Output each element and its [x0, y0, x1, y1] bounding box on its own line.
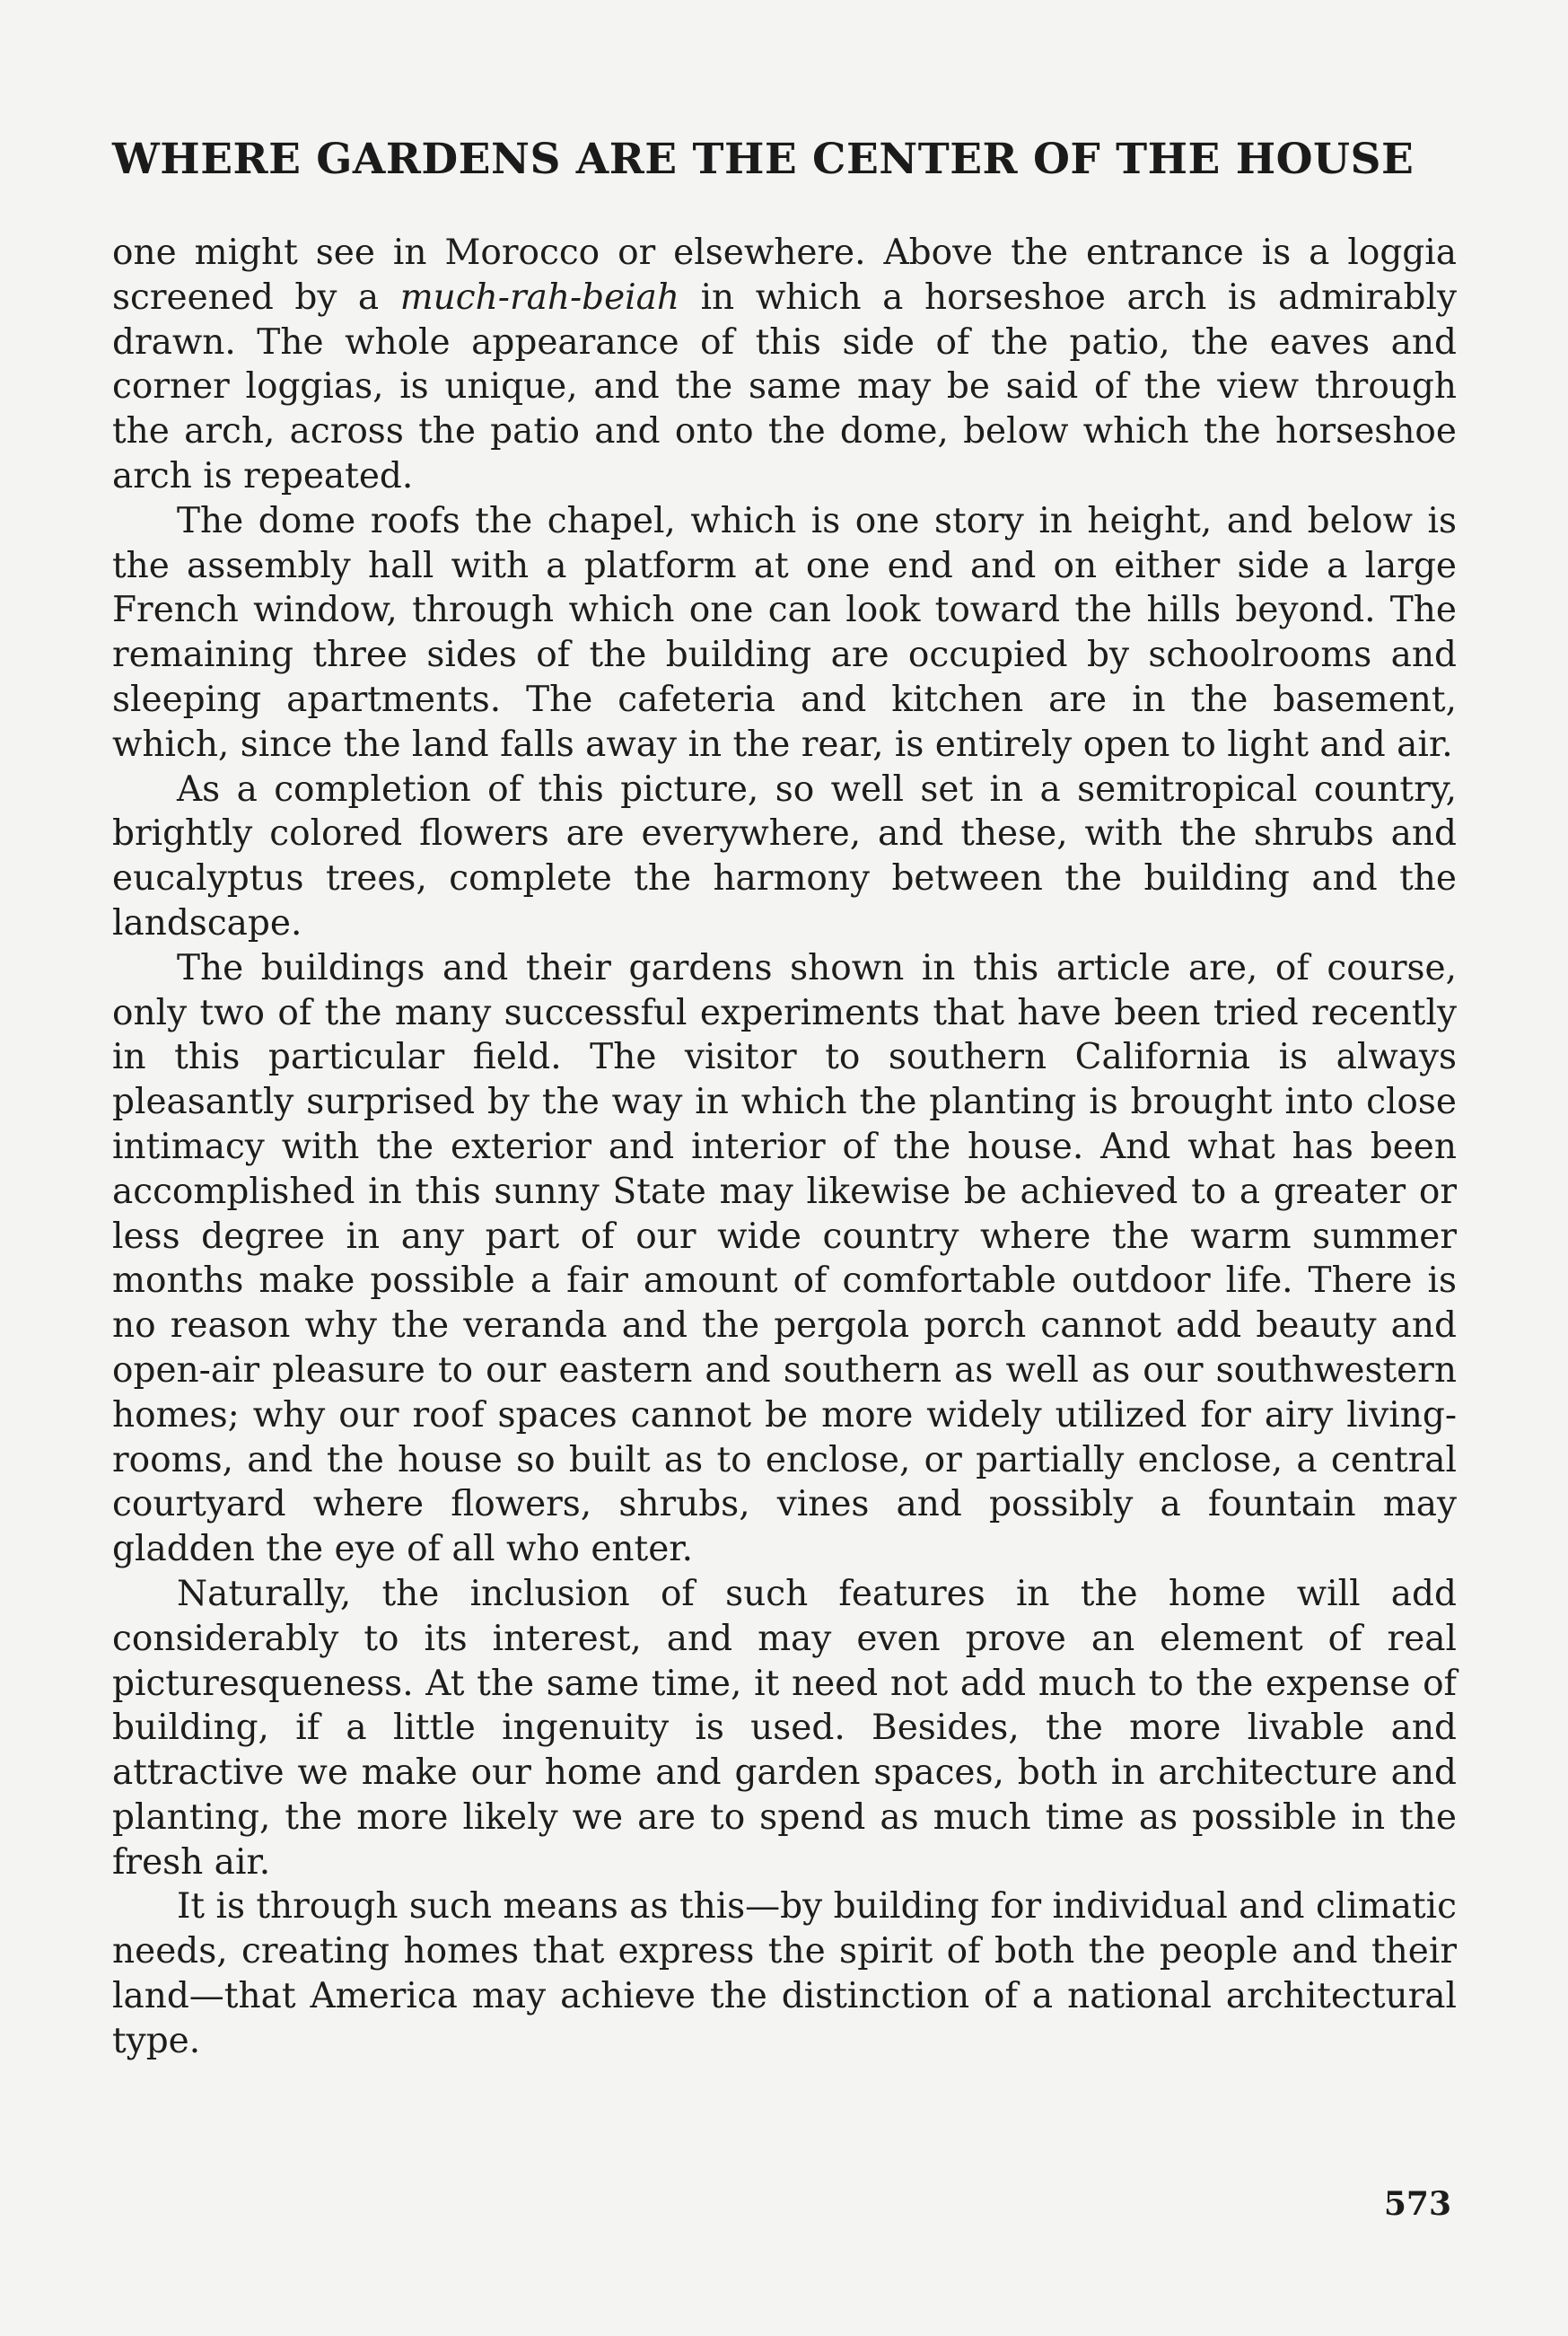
paragraph: As a completion of this picture, so well set in a semitropical country, brightly colored flowers are everywhere, and these, with the shrubs and eucalyptus trees, complete the harmony between the building and the landscape.: [112, 768, 1457, 944]
paragraph-text: in which a horseshoe arch is admirably drawn. The whole appearance of this side of the patio, the eaves and corner loggias, is unique, and the same may be said of the view through the arch, across the patio and onto the dome, below which the horseshoe arch is repeated.: [112, 277, 1457, 496]
paragraph: The dome roofs the chapel, which is one story in height, and below is the assembly hall with a platform at one end and on either side a large French window, through which one can look toward the hills beyond. The remaining three sides of the building are occupied by schoolrooms and sleeping apartments. The cafeteria and kitchen are in the basement, which, since the land falls away in the rear, is entirely open to light and air.: [112, 500, 1457, 765]
paragraph: It is through such means as this—by building for individual and climatic needs, creating homes that express the spirit of both the people and their land—that America may achieve the distinction of a national architectural type.: [112, 1886, 1457, 2061]
paragraph-text: one might see in Morocco or elsewhere. Above the entrance is a loggia screened by a: [112, 233, 1457, 318]
page-number: 573: [1383, 2185, 1451, 2223]
paragraph-continued: [112, 231, 1457, 499]
paragraph: Naturally, the inclusion of such features in the home will add considerably to its interest, and may even prove an element of real picturesqueness. At the same time, it need not add much to the expense of building, if a little ingenuity is used. Besides, the more livable and attractive we make our home and garden spaces, both in architecture and planting, the more likely we are to spend as much time as possible in the fresh air.: [112, 1573, 1457, 1883]
running-head: WHERE GARDENS ARE THE CENTER OF THE HOUSE: [112, 135, 1415, 184]
article-body: [112, 231, 1457, 2064]
paragraph: The buildings and their gardens shown in this article are, of course, only two of the many successful experiments that have been tried recently in this particular field. The visitor to southern California is always pleasantly surprised by the way in which the planting is brought into close intimacy with the exterior and interior of the house. And what has been accomplished in this sunny State may likewise be achieved to a greater or less degree in any part of our wide country where the warm summer months make possible a fair amount of comfortable outdoor life. There is no reason why the veranda and the pergola porch cannot add beauty and open-air pleasure to our eastern and southern as well as our southwestern homes; why our roof spaces cannot be more widely utilized for airy living-rooms, and the house so built as to enclose, or partially enclose, a central courtyard where flowers, shrubs, vines and possibly a fountain may gladden the eye of all who enter.: [112, 947, 1457, 1570]
italic-term: much-rah-beiah: [399, 277, 680, 318]
